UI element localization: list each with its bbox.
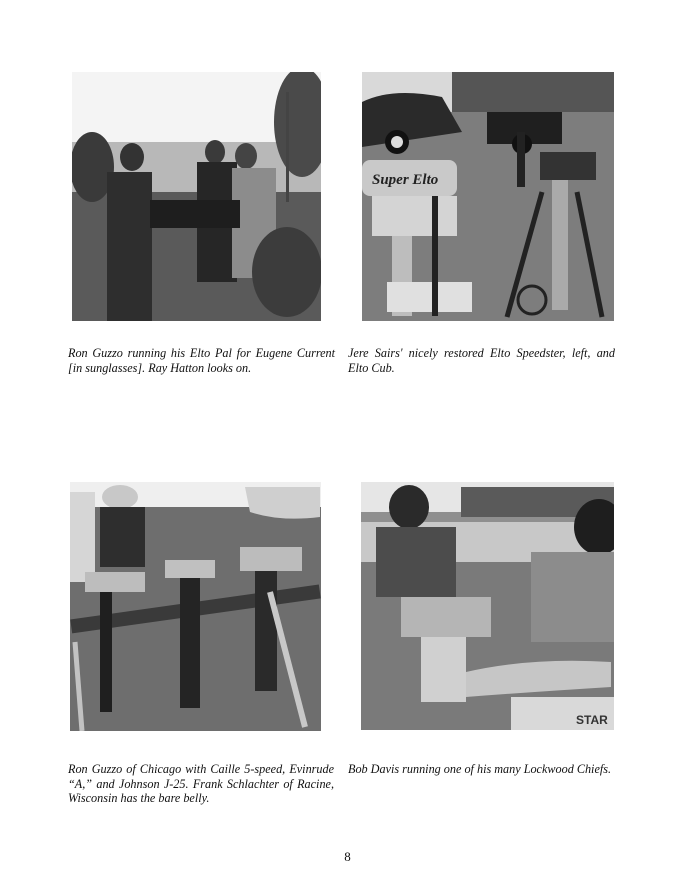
caption-elto-speedster: Jere Sairs' nicely restored Elto Speedster, left, and Elto Cub.: [348, 346, 615, 375]
caption-caille-evinrude-johnson: Ron Guzzo of Chicago with Caille 5-speed, Evinrude “A,” and Johnson J-25. Frank Schlachter of Racine, Wisconsin has the bare belly.: [68, 762, 334, 806]
star-label: STAR: [576, 713, 608, 727]
photo-elto-pal: [72, 72, 321, 321]
photo-elto-speedster: [362, 72, 614, 321]
photo-lockwood-chief: [361, 482, 614, 730]
photo-caille-evinrude-johnson: [70, 482, 321, 731]
caption-elto-pal: Ron Guzzo running his Elto Pal for Eugene Current [in sunglasses]. Ray Hatton looks on.: [68, 346, 335, 375]
caption-lockwood-chief: Bob Davis running one of his many Lockwood Chiefs.: [348, 762, 612, 776]
page-number: 8: [344, 849, 351, 864]
super-elto-label: Super Elto: [372, 172, 439, 188]
